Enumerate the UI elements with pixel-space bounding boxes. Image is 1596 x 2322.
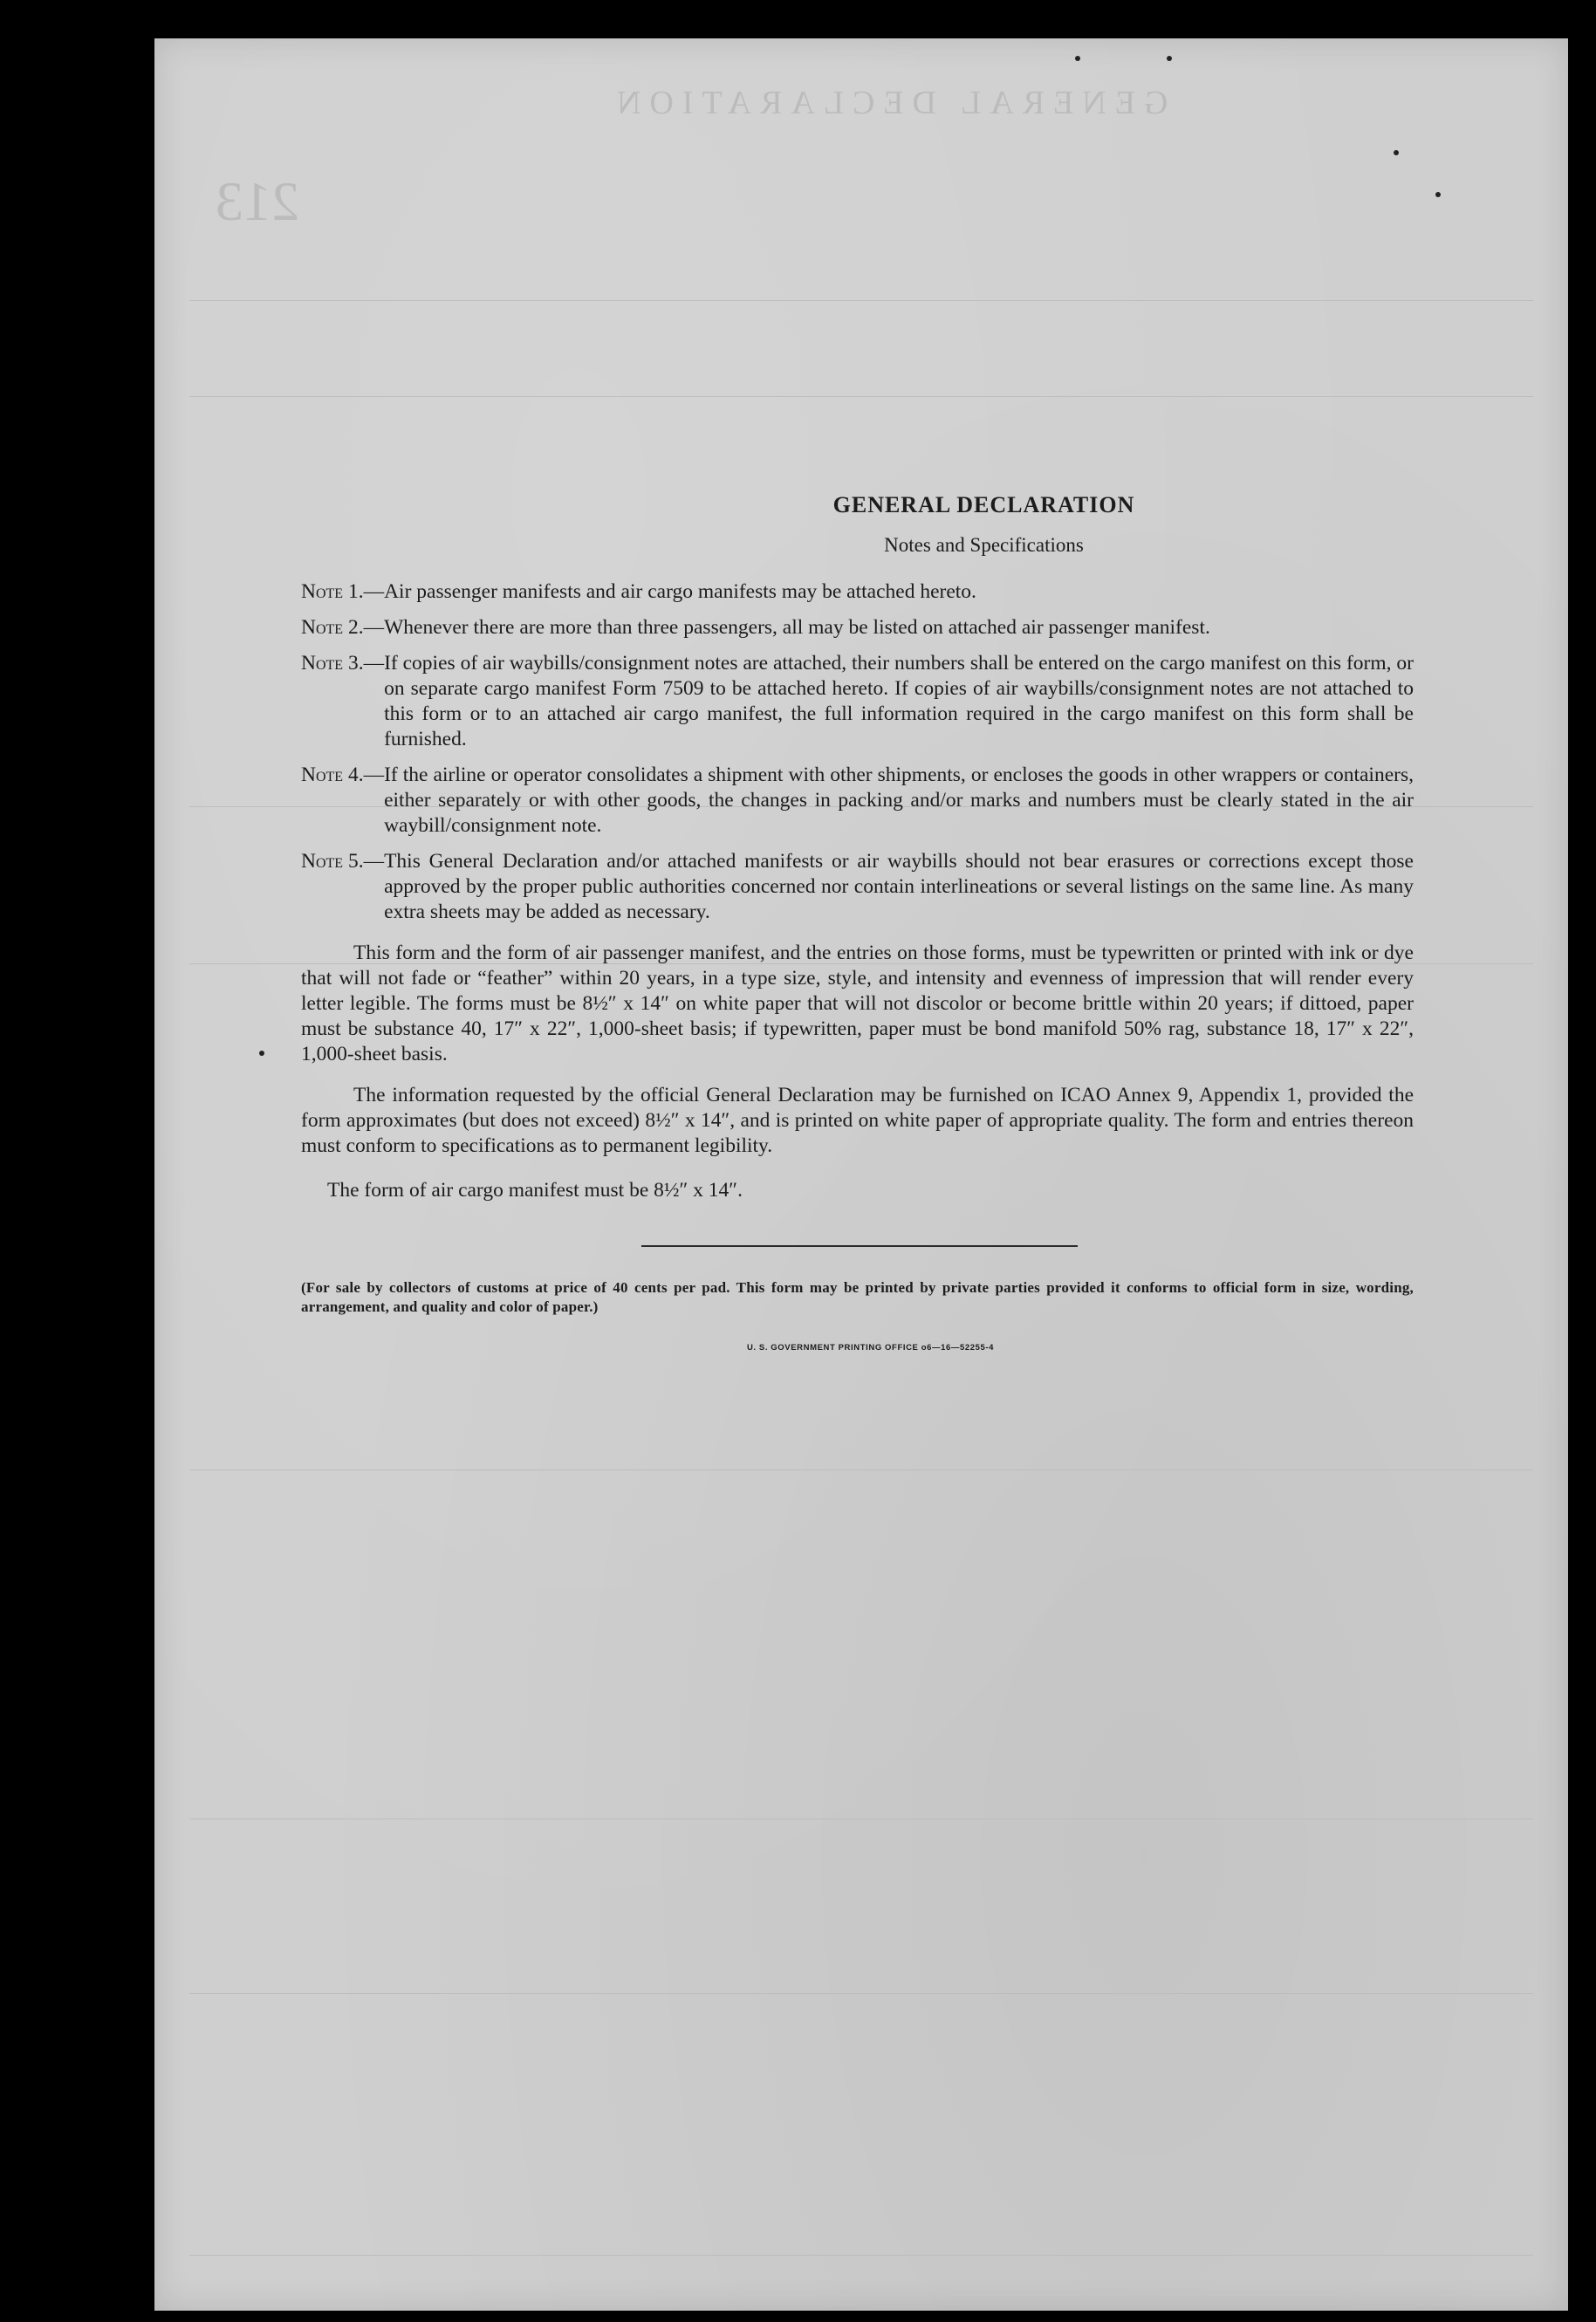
declaration-notes	[301, 492, 1414, 1353]
note-label: Note 1.—	[301, 580, 385, 603]
note-text: Whenever there are more than three passengers, all may be listed on attached air passenger manifest.	[384, 616, 1210, 639]
note-label: Note 4.—	[301, 764, 385, 786]
note-text: This General Declaration and/or attached manifests or air waybills should not bear erasures or corrections except those approved by the proper public authorities concerned nor contain interlineations or several listings on the same line. As many extra sheets may be added as necessary.	[384, 850, 1414, 923]
note-item	[301, 763, 1414, 839]
document-subtitle: Notes and Specifications	[884, 534, 1084, 556]
notes-list	[301, 579, 1414, 925]
bleed-through-form-title: GENERAL DECLARATION	[608, 85, 1168, 121]
note-label: Note 5.—	[301, 850, 385, 873]
sale-notice: (For sale by collectors of customs at price of 40 cents per pad. This form may be printed by private parties provided it conforms to official form in size, wording, arrangement, and quality and color of paper.)	[301, 1279, 1414, 1315]
note-item	[301, 849, 1414, 925]
note-item	[301, 615, 1414, 640]
document-title: GENERAL DECLARATION	[832, 492, 1135, 517]
note-label: Note 2.—	[301, 616, 385, 639]
speck	[1075, 56, 1080, 61]
note-item	[301, 579, 1414, 605]
section-divider	[641, 1245, 1078, 1247]
cargo-manifest-size-note: The form of air cargo manifest must be 8½″ x 14″.	[327, 1179, 743, 1202]
document-sheet	[154, 38, 1568, 2311]
note-text: Air passenger manifests and air cargo manifests may be attached hereto.	[384, 580, 976, 603]
speck	[1167, 56, 1172, 61]
speck	[1435, 192, 1441, 197]
bleed-line	[189, 300, 1533, 301]
note-label: Note 3.—	[301, 652, 385, 675]
bleed-through-page-number: 213	[216, 170, 299, 232]
note-item	[301, 651, 1414, 752]
bleed-line	[189, 396, 1533, 397]
bleed-line	[189, 2255, 1533, 2256]
typing-requirements-paragraph: This form and the form of air passenger manifest, and the entries on those forms, must be typewritten or printed with ink or dye that will not fade or “feather” within 20 years, in a type size, style, and intensity and evenness of impression that will render every letter legible. The forms must be 8½″ x 14″ on white paper that will not discolor or become brittle within 20 years; if dittoed, paper must be substance 40, 17″ x 22″, 1,000-sheet basis; if typewritten, paper must be bond manifold 50% rag, substance 18, 17″ x 22″, 1,000-sheet basis.	[301, 942, 1414, 1065]
note-text: If copies of air waybills/consignment notes are attached, their numbers shall be entered on the cargo manifest on this form, or on separate cargo manifest Form 7509 to be attached hereto. If copies of air waybills/consignment notes are not attached to this form or to an attached air cargo manifest, the full information required in the cargo manifest on this form shall be furnished.	[384, 652, 1414, 750]
bleed-line	[189, 1469, 1533, 1470]
bleed-line	[189, 1993, 1533, 1994]
printing-office-imprint: U. S. GOVERNMENT PRINTING OFFICE o6—16—52255-4	[746, 1343, 995, 1353]
speck	[1394, 150, 1399, 155]
speck	[259, 1051, 264, 1056]
icao-annex-paragraph: The information requested by the official General Declaration may be furnished on ICAO Annex 9, Appendix 1, provided the form approximates (but does not exceed) 8½″ x 14″, and is printed on white paper of appropriate quality. The form and entries thereon must conform to specifications as to permanent legibility.	[301, 1084, 1414, 1157]
note-text: If the airline or operator consolidates a shipment with other shipments, or encloses the goods in other wrappers or containers, either separately or with other goods, the changes in packing and/or marks and numbers must be clearly stated in the air waybill/consignment note.	[384, 764, 1414, 837]
